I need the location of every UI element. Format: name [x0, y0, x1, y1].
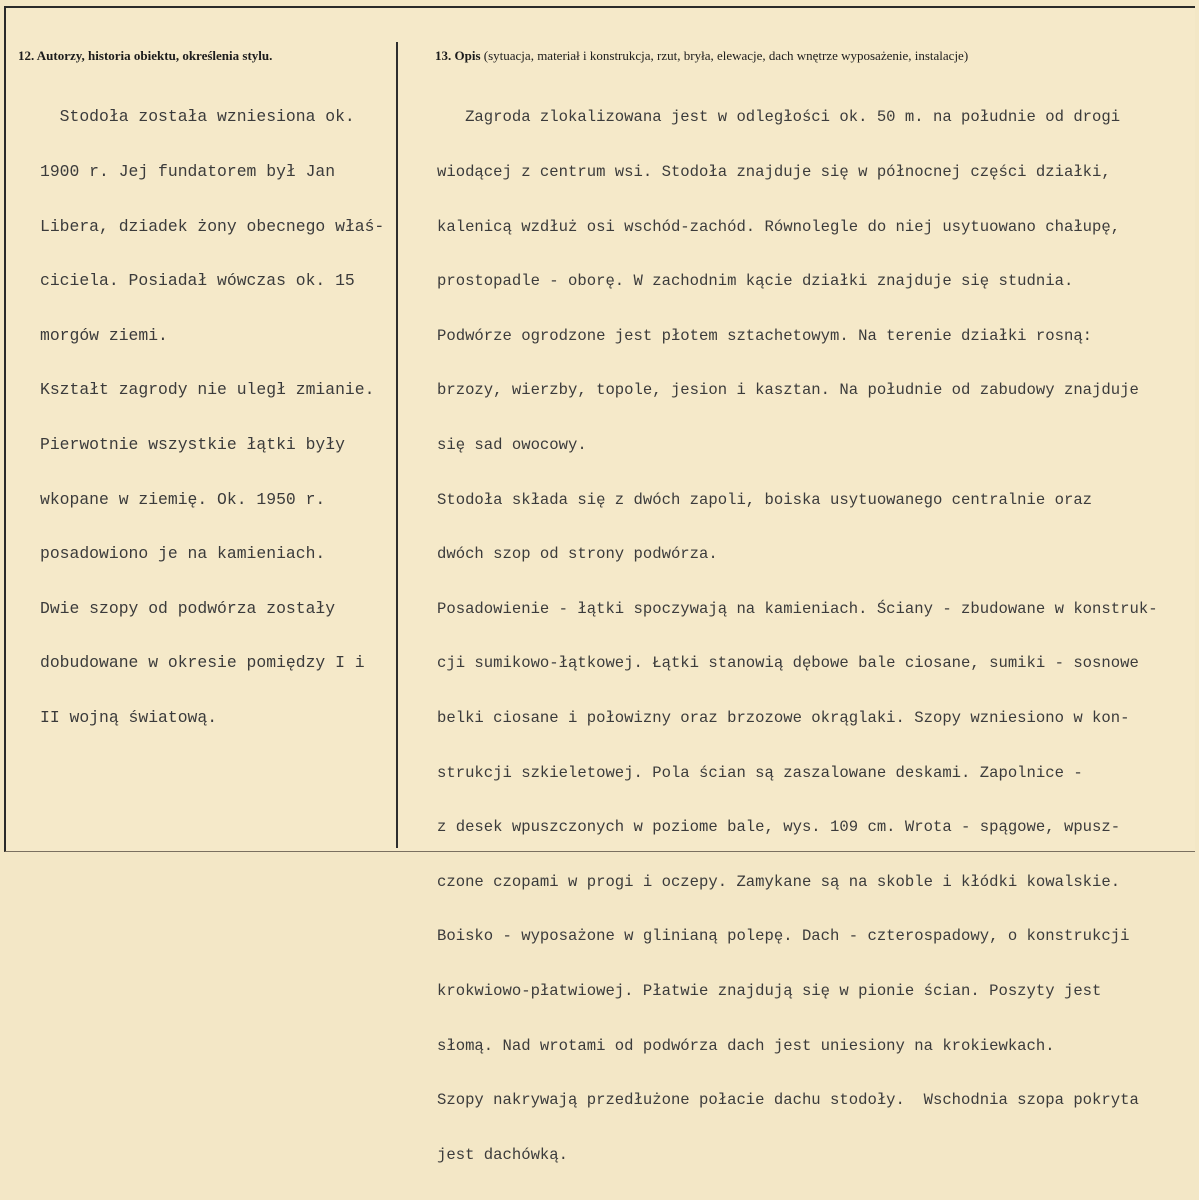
- history-line: Dwie szopy od podwórza zostały: [40, 598, 336, 618]
- history-line: Stodoła została wzniesiona ok.: [40, 107, 355, 127]
- description-line: słomą. Nad wrotami od podwórza dach jest uniesiony na krokiewkach.: [437, 1036, 1055, 1055]
- history-line: Kształt zagrody nie uległ zmianie.: [40, 380, 375, 400]
- history-line: II wojną światową.: [40, 707, 218, 727]
- history-line: ciciela. Posiadał wówczas ok. 15: [40, 271, 355, 291]
- history-line: 1900 r. Jej fundatorem był Jan: [40, 162, 336, 181]
- column-divider: [396, 42, 398, 848]
- description-line: z desek wpuszczonych w poziome bale, wys. 109 cm. Wrota - spągowe, wpusz-: [437, 818, 1121, 837]
- description-line: Stodoła składa się z dwóch zapoli, boiska usytuowanego centralnie oraz: [437, 490, 1093, 509]
- description-line: brzozy, wierzby, topole, jesion i kasztan. Na południe od zabudowy znajduje: [437, 381, 1139, 400]
- history-line: wkopane w ziemię. Ok. 1950 r.: [40, 489, 326, 509]
- description-line: jest dachówką.: [437, 1145, 569, 1164]
- description-line: kalenicą wzdłuż osi wschód-zachód. Równolegle do niej usytuowano chałupę,: [437, 217, 1121, 236]
- history-line: Pierwotnie wszystkie łątki były: [40, 434, 345, 454]
- description-line: Posadowienie - łątki spoczywają na kamieniach. Ściany - zbudowane w konstruk-: [437, 599, 1158, 618]
- description-line: Szopy nakrywają przedłużone połacie dachu stodoły. Wschodnia szopa pokryta: [437, 1091, 1139, 1110]
- section-13-heading-number: 13. Opis: [435, 48, 481, 63]
- history-line: posadowiono je na kamieniach.: [40, 544, 326, 564]
- history-line: dobudowane w okresie pomiędzy I i: [40, 653, 365, 673]
- description-line: się sad owocowy.: [437, 435, 587, 454]
- description-line: Boisko - wyposażone w glinianą polepę. Dach - czterospadowy, o konstrukcji: [437, 927, 1130, 946]
- description-line: dwóch szop od strony podwórza.: [437, 545, 718, 564]
- description-line: Podwórze ogrodzone jest płotem sztachetowym. Na terenie działki rosną:: [437, 326, 1093, 345]
- section-13-heading: [435, 48, 968, 64]
- description-line: czone czopami w progi i oczepy. Zamykane są na skoble i kłódki kowalskie.: [437, 872, 1121, 891]
- description-line: belki ciosane i połowizny oraz brzozowe okrąglaki. Szopy wzniesiono w kon-: [437, 708, 1130, 727]
- description-line: krokwiowo-płatwiowej. Płatwie znajdują się w pionie ścian. Poszyty jest: [437, 981, 1102, 1000]
- section-12-heading: 12. Autorzy, historia obiektu, określenia stylu.: [18, 48, 273, 63]
- description-line: Zagroda zlokalizowana jest w odległości ok. 50 m. na południe od drogi: [437, 108, 1121, 127]
- description-line: strukcji szkieletowej. Pola ścian są zaszalowane deskami. Zapolnice -: [437, 763, 1083, 782]
- history-line: Libera, dziadek żony obecnego właś-: [40, 216, 385, 236]
- description-text: [437, 72, 1158, 1200]
- section-13-heading-subtitle: (sytuacja, materiał i konstrukcja, rzut, bryła, elewacje, dach wnętrze wyposażenie, instalacje): [480, 48, 969, 63]
- record-card: [4, 6, 1195, 1164]
- description-line: wiodącej z centrum wsi. Stodoła znajduje się w północnej części działki,: [437, 163, 1111, 181]
- history-line: morgów ziemi.: [40, 325, 168, 345]
- description-line: prostopadle - oborę. W zachodnim kącie działki znajduje się studnia.: [437, 272, 1074, 291]
- description-line: cji sumikowo-łątkowej. Łątki stanowią dębowe bale ciosane, sumiki - sosnowe: [437, 654, 1139, 673]
- history-text: [40, 72, 384, 764]
